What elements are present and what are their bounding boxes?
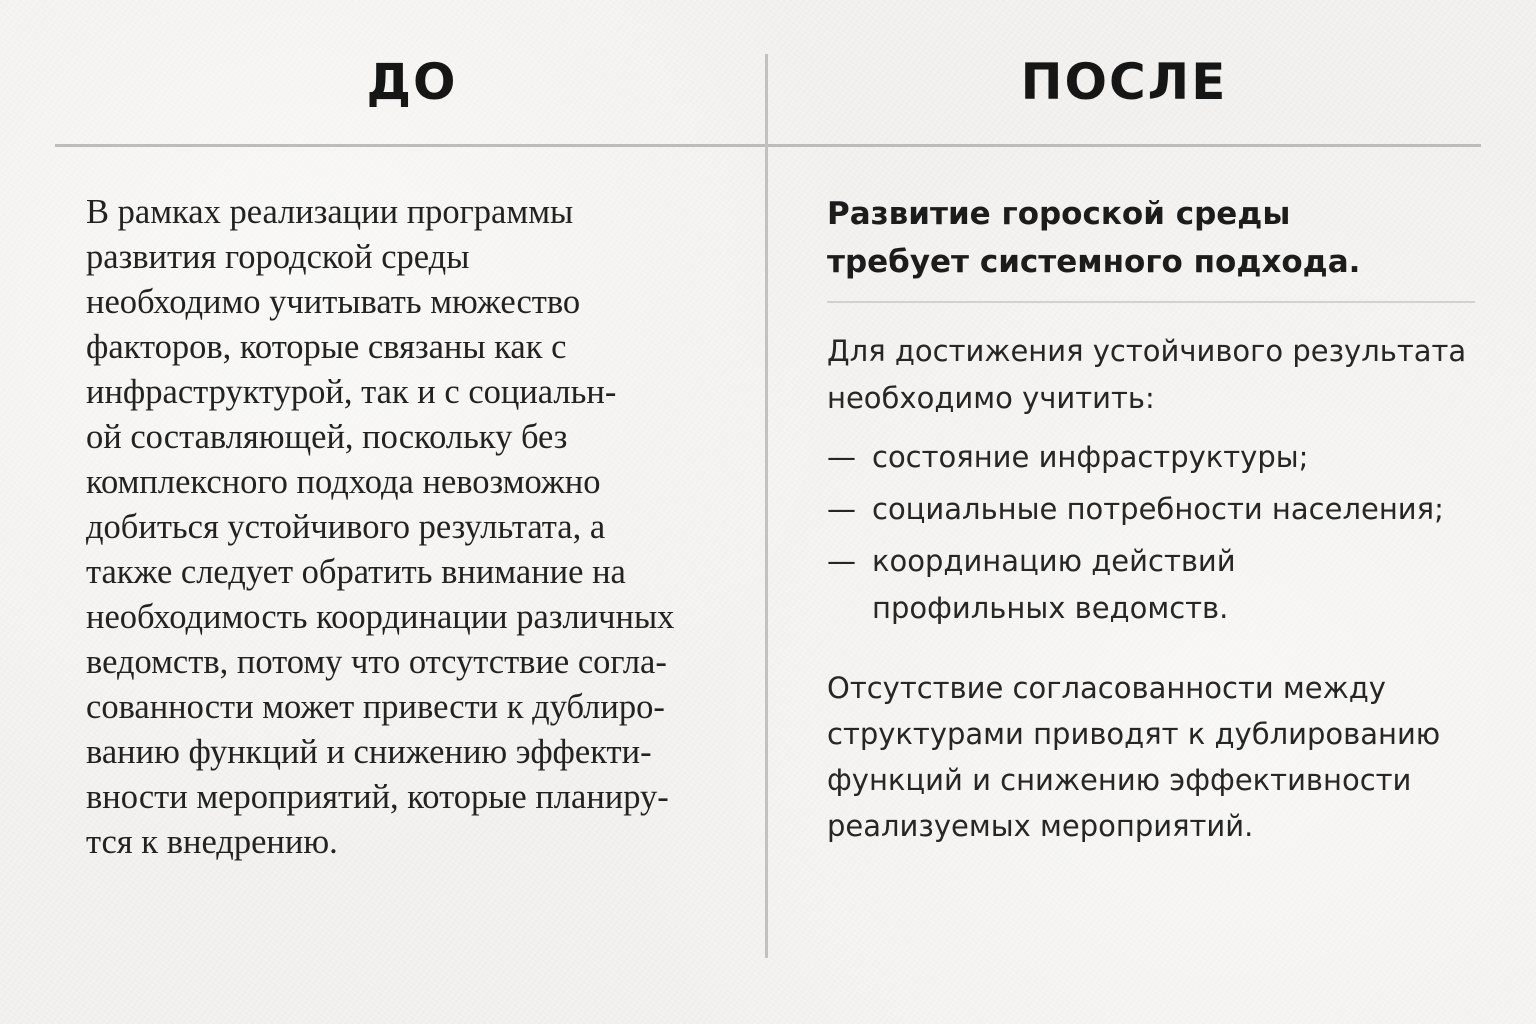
list-item-text: координацию действий: [872, 544, 1236, 578]
before-line: инфраструктурой, так и с социальн-: [86, 373, 617, 411]
before-line: вности мероприятий, которые планиру-: [86, 778, 669, 816]
after-heading: ПОСЛЕ: [1020, 53, 1228, 111]
dash-bullet-icon: —: [827, 492, 856, 526]
after-conclusion-line: реализуемых мероприятий.: [827, 809, 1254, 843]
before-line: добиться устойчивого результата, а: [86, 508, 606, 546]
after-title-line: Развитие гороской среды: [827, 196, 1291, 232]
after-conclusion-line: структурами приводят к дублированию: [827, 717, 1441, 751]
before-line: ведомств, потому что отсутствие согла-: [86, 643, 667, 681]
after-conclusion-line: функций и снижению эффективности: [827, 763, 1412, 797]
dash-bullet-icon: —: [827, 440, 856, 474]
list-item: [827, 434, 1444, 481]
list-item: [827, 486, 1444, 533]
before-line: В рамках реализации программы: [86, 193, 574, 231]
after-title-line: требует системного подхода.: [827, 244, 1361, 280]
after-conclusion-line: Отсутствие согласованности между: [827, 671, 1386, 705]
dash-bullet-icon: —: [827, 544, 856, 578]
list-item-text: профильных ведомств.: [872, 591, 1229, 625]
before-heading: ДО: [366, 53, 458, 111]
before-paragraph: [86, 190, 776, 865]
after-factor-list: [827, 434, 1444, 637]
before-line: тся к внедрению.: [86, 823, 338, 861]
before-line: развития городской среды: [86, 238, 470, 276]
before-line: также следует обратить внимание на: [86, 553, 626, 591]
after-title: [827, 190, 1487, 286]
before-line: сованности может привести к дублиро-: [86, 688, 665, 726]
after-intro-line: Для достижения устойчивого результата: [827, 334, 1467, 368]
list-item: [827, 538, 1444, 632]
before-line: комплексного подхода невозможно: [86, 463, 601, 501]
before-line: ванию функций и снижению эффекти-: [86, 733, 652, 771]
after-title-divider: [827, 301, 1475, 303]
list-item-text: состояние инфраструктуры;: [872, 440, 1309, 474]
before-line: необходимость координации различных: [86, 598, 675, 636]
after-intro: [827, 328, 1466, 422]
after-intro-line: необходимо учитить:: [827, 381, 1155, 415]
before-line: необходимо учитывать мюжество: [86, 283, 581, 321]
before-line: ой составляющей, поскольку без: [86, 418, 568, 456]
list-item-text: социальные потребности населения;: [872, 492, 1444, 526]
after-conclusion: [827, 665, 1440, 849]
before-line: факторов, которые связаны как с: [86, 328, 567, 366]
header-divider: [55, 144, 1481, 147]
